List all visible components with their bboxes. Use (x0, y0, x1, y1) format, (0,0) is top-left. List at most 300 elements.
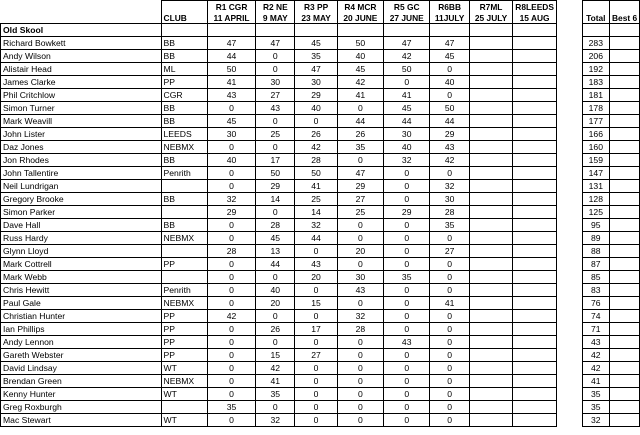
score-cell (469, 37, 512, 50)
score-cell: 0 (207, 414, 255, 427)
score-cell: 30 (384, 128, 430, 141)
score-cell (513, 297, 557, 310)
score-cell: 0 (430, 323, 469, 336)
score-cell (469, 102, 512, 115)
total-cell: 43 (582, 336, 610, 349)
score-cell: 28 (430, 206, 469, 219)
rider-club: Penrith (161, 284, 207, 297)
score-cell: 41 (256, 375, 295, 388)
score-cell: 41 (430, 297, 469, 310)
rider-club: BB (161, 37, 207, 50)
best-cell (610, 336, 640, 349)
score-cell: 41 (337, 89, 383, 102)
score-cell: 43 (295, 258, 337, 271)
best-cell (610, 375, 640, 388)
score-cell: 45 (295, 37, 337, 50)
score-cell (513, 167, 557, 180)
score-cell (513, 284, 557, 297)
score-cell (513, 349, 557, 362)
score-cell: 27 (430, 245, 469, 258)
total-cell: 131 (582, 180, 610, 193)
score-cell: 0 (384, 167, 430, 180)
score-cell: 47 (295, 63, 337, 76)
score-cell: 0 (256, 310, 295, 323)
score-cell: 32 (256, 414, 295, 427)
rider-name: John Tallentire (1, 167, 162, 180)
score-cell: 0 (256, 63, 295, 76)
total-cell: 206 (582, 50, 610, 63)
score-cell (513, 375, 557, 388)
score-cell: 0 (384, 414, 430, 427)
round-header-line1: R7ML (469, 1, 512, 13)
score-cell: 0 (384, 232, 430, 245)
rider-club: PP (161, 336, 207, 349)
score-cell: 45 (384, 102, 430, 115)
table-row (1, 388, 640, 401)
spacer-cell (556, 102, 582, 115)
table-row (1, 323, 640, 336)
score-cell: 50 (384, 63, 430, 76)
score-cell: 0 (430, 388, 469, 401)
score-cell (469, 141, 512, 154)
best-cell (610, 24, 640, 37)
score-cell: 0 (207, 219, 255, 232)
score-cell: 0 (430, 362, 469, 375)
total-column-header: Total (582, 12, 610, 24)
score-cell (469, 258, 512, 271)
score-cell (469, 206, 512, 219)
score-cell: 50 (207, 63, 255, 76)
table-row (1, 154, 640, 167)
score-cell: 44 (337, 115, 383, 128)
score-cell: 30 (430, 193, 469, 206)
score-cell: 0 (430, 310, 469, 323)
spacer-cell (556, 336, 582, 349)
best-cell (610, 232, 640, 245)
score-cell: 0 (207, 167, 255, 180)
score-cell (469, 362, 512, 375)
rider-club: WT (161, 388, 207, 401)
score-cell: 44 (295, 232, 337, 245)
table-row (1, 362, 640, 375)
score-cell: 47 (256, 37, 295, 50)
rider-name: Mark Weavill (1, 115, 162, 128)
spacer-cell (556, 310, 582, 323)
name-column-header (1, 1, 162, 13)
score-cell: 45 (207, 115, 255, 128)
score-cell (469, 414, 512, 427)
rider-club: BB (161, 219, 207, 232)
spacer-cell (556, 401, 582, 414)
best-cell (610, 323, 640, 336)
rider-club: PP (161, 258, 207, 271)
score-cell: 47 (337, 167, 383, 180)
total-cell: 42 (582, 349, 610, 362)
score-cell (256, 24, 295, 37)
score-cell: 40 (207, 154, 255, 167)
total-cell: 159 (582, 154, 610, 167)
table-row (1, 76, 640, 89)
spacer-cell (556, 24, 582, 37)
score-cell (513, 323, 557, 336)
score-cell: 0 (207, 284, 255, 297)
score-cell: 0 (384, 76, 430, 89)
score-cell: 25 (337, 206, 383, 219)
rider-club: BB (161, 115, 207, 128)
round-header-line2: 9 MAY (256, 12, 295, 24)
best-cell (610, 245, 640, 258)
score-cell: 14 (295, 206, 337, 219)
score-cell (513, 232, 557, 245)
spacer-cell (556, 63, 582, 76)
best-cell (610, 63, 640, 76)
score-cell: 0 (337, 102, 383, 115)
score-cell: 0 (337, 219, 383, 232)
rider-name: Simon Parker (1, 206, 162, 219)
score-cell (469, 375, 512, 388)
best-cell (610, 141, 640, 154)
score-cell: 0 (207, 141, 255, 154)
spacer-cell (556, 219, 582, 232)
rider-club: BB (161, 193, 207, 206)
score-cell: 28 (337, 323, 383, 336)
score-cell: 40 (256, 284, 295, 297)
round-header-line1: R3 PP (295, 1, 337, 13)
group-row (1, 24, 640, 37)
total-cell: 35 (582, 401, 610, 414)
table-row (1, 167, 640, 180)
best-cell (610, 89, 640, 102)
table-row (1, 284, 640, 297)
spacer-cell (556, 50, 582, 63)
score-cell: 20 (337, 245, 383, 258)
score-cell: 0 (384, 349, 430, 362)
best-cell (610, 310, 640, 323)
round-header-line2: 27 JUNE (384, 12, 430, 24)
score-cell: 32 (430, 180, 469, 193)
score-cell: 0 (430, 89, 469, 102)
score-cell: 32 (384, 154, 430, 167)
score-cell: 50 (295, 167, 337, 180)
spacer-cell (556, 167, 582, 180)
spacer-cell (556, 349, 582, 362)
score-cell: 0 (256, 271, 295, 284)
rider-name: Paul Gale (1, 297, 162, 310)
name-column-header-2 (1, 12, 162, 24)
score-cell (207, 24, 255, 37)
score-cell: 32 (337, 310, 383, 323)
rider-club: PP (161, 310, 207, 323)
total-cell: 178 (582, 102, 610, 115)
club-column-header (161, 1, 207, 13)
best-cell (610, 271, 640, 284)
spacer-cell (556, 258, 582, 271)
rider-name: Alistair Head (1, 63, 162, 76)
table-row (1, 271, 640, 284)
score-cell (513, 193, 557, 206)
score-cell: 0 (295, 375, 337, 388)
score-cell (469, 167, 512, 180)
score-cell: 0 (337, 232, 383, 245)
spacer-cell (556, 76, 582, 89)
score-cell: 29 (337, 180, 383, 193)
score-cell: 43 (207, 89, 255, 102)
round-header-line1: R1 CGR (207, 1, 255, 13)
rider-name: Neil Lundrigan (1, 180, 162, 193)
score-cell (513, 89, 557, 102)
rider-name: Christian Hunter (1, 310, 162, 323)
score-cell: 44 (256, 258, 295, 271)
total-cell: 128 (582, 193, 610, 206)
score-cell: 29 (256, 180, 295, 193)
score-cell: 41 (384, 89, 430, 102)
score-cell: 0 (384, 375, 430, 388)
spacer-cell (556, 180, 582, 193)
score-cell: 0 (430, 284, 469, 297)
score-cell: 27 (256, 89, 295, 102)
table-row (1, 375, 640, 388)
spacer-cell (556, 115, 582, 128)
score-cell: 0 (337, 375, 383, 388)
table-row (1, 102, 640, 115)
score-cell: 35 (207, 401, 255, 414)
score-cell: 40 (384, 141, 430, 154)
rider-name: Gareth Webster (1, 349, 162, 362)
best-cell (610, 284, 640, 297)
total-cell: 95 (582, 219, 610, 232)
score-cell: 0 (430, 63, 469, 76)
spacer-cell (556, 232, 582, 245)
score-cell: 0 (207, 258, 255, 271)
score-cell (513, 388, 557, 401)
score-cell: 0 (337, 388, 383, 401)
score-cell: 44 (207, 50, 255, 63)
score-cell: 0 (384, 388, 430, 401)
score-cell: 0 (207, 375, 255, 388)
score-cell: 0 (295, 388, 337, 401)
spacer-cell (556, 323, 582, 336)
spacer-column (556, 1, 582, 13)
total-cell: 71 (582, 323, 610, 336)
score-cell: 0 (295, 284, 337, 297)
total-cell: 42 (582, 362, 610, 375)
score-cell: 42 (384, 50, 430, 63)
best-column-header: Best 6 (610, 12, 640, 24)
rider-club: BB (161, 50, 207, 63)
score-cell: 0 (207, 362, 255, 375)
spacer-cell (556, 414, 582, 427)
group-title: Old Skool (1, 24, 162, 37)
score-cell: 30 (207, 128, 255, 141)
score-cell: 40 (337, 50, 383, 63)
score-cell: 0 (295, 336, 337, 349)
score-cell: 41 (295, 180, 337, 193)
score-cell: 0 (384, 401, 430, 414)
score-cell: 42 (430, 154, 469, 167)
spacer-cell (556, 245, 582, 258)
table-body (1, 24, 640, 427)
best-cell (610, 297, 640, 310)
rider-club (161, 245, 207, 258)
score-cell (469, 63, 512, 76)
best-cell (610, 128, 640, 141)
total-cell: 181 (582, 89, 610, 102)
best-cell (610, 154, 640, 167)
total-cell: 192 (582, 63, 610, 76)
rider-name: Mac Stewart (1, 414, 162, 427)
rider-name: Andy Wilson (1, 50, 162, 63)
score-cell: 0 (384, 258, 430, 271)
score-cell: 30 (337, 271, 383, 284)
spacer-cell (556, 193, 582, 206)
round-header-line2: 15 AUG (513, 12, 557, 24)
score-cell (513, 245, 557, 258)
score-cell (469, 336, 512, 349)
score-cell: 26 (256, 323, 295, 336)
table-row (1, 180, 640, 193)
total-cell: 85 (582, 271, 610, 284)
round-header-line1: R5 GC (384, 1, 430, 13)
score-cell (469, 180, 512, 193)
rider-club: BB (161, 102, 207, 115)
score-cell (513, 336, 557, 349)
score-cell: 26 (295, 128, 337, 141)
score-cell: 0 (207, 323, 255, 336)
table-row (1, 258, 640, 271)
table-row (1, 206, 640, 219)
score-cell (469, 271, 512, 284)
score-cell: 43 (256, 102, 295, 115)
score-cell: 0 (256, 336, 295, 349)
rider-name: Glynn Lloyd (1, 245, 162, 258)
round-header-line2: 11 APRIL (207, 12, 255, 24)
score-cell: 17 (295, 323, 337, 336)
score-cell: 26 (337, 128, 383, 141)
score-cell: 0 (430, 271, 469, 284)
score-cell: 0 (384, 219, 430, 232)
score-cell: 40 (430, 76, 469, 89)
score-cell: 50 (256, 167, 295, 180)
rider-club: CGR (161, 89, 207, 102)
score-cell: 47 (207, 37, 255, 50)
rider-name: Simon Turner (1, 102, 162, 115)
score-cell: 0 (337, 154, 383, 167)
score-cell: 17 (256, 154, 295, 167)
total-cell: 35 (582, 388, 610, 401)
best-cell (610, 362, 640, 375)
total-cell: 74 (582, 310, 610, 323)
score-cell (513, 141, 557, 154)
best-cell (610, 219, 640, 232)
total-cell: 283 (582, 37, 610, 50)
table-row (1, 37, 640, 50)
rider-club: ML (161, 63, 207, 76)
score-cell: 28 (295, 154, 337, 167)
total-cell: 88 (582, 245, 610, 258)
rider-name: Kenny Hunter (1, 388, 162, 401)
score-cell: 44 (430, 115, 469, 128)
score-cell: 29 (207, 206, 255, 219)
score-cell: 42 (256, 362, 295, 375)
score-cell: 14 (256, 193, 295, 206)
score-cell: 29 (384, 206, 430, 219)
best-cell (610, 102, 640, 115)
score-cell (469, 310, 512, 323)
rider-club: LEEDS (161, 128, 207, 141)
club-column-header: CLUB (161, 12, 207, 24)
total-cell: 76 (582, 297, 610, 310)
total-cell: 32 (582, 414, 610, 427)
rider-club: PP (161, 323, 207, 336)
score-cell: 0 (384, 297, 430, 310)
score-cell (469, 193, 512, 206)
score-cell: 44 (384, 115, 430, 128)
rider-club: PP (161, 76, 207, 89)
score-cell: 0 (430, 375, 469, 388)
total-cell: 41 (582, 375, 610, 388)
spacer-column (556, 12, 582, 24)
score-cell (513, 128, 557, 141)
rider-name: Daz Jones (1, 141, 162, 154)
score-cell (469, 154, 512, 167)
rider-name: Gregory Brooke (1, 193, 162, 206)
rider-club (161, 401, 207, 414)
score-cell: 0 (295, 245, 337, 258)
spacer-cell (556, 375, 582, 388)
total-cell: 160 (582, 141, 610, 154)
round-header-line1: R6BB (430, 1, 469, 13)
score-cell (513, 180, 557, 193)
score-cell (469, 349, 512, 362)
score-cell: 0 (430, 414, 469, 427)
score-cell (337, 24, 383, 37)
score-cell (469, 323, 512, 336)
score-cell: 0 (256, 401, 295, 414)
score-cell: 0 (207, 388, 255, 401)
rider-name: Russ Hardy (1, 232, 162, 245)
score-cell: 0 (384, 310, 430, 323)
table-row (1, 336, 640, 349)
best-cell (610, 193, 640, 206)
score-cell: 15 (256, 349, 295, 362)
score-cell (469, 297, 512, 310)
club-cell (161, 24, 207, 37)
score-cell: 15 (295, 297, 337, 310)
score-cell (469, 232, 512, 245)
score-cell (513, 102, 557, 115)
score-cell (469, 219, 512, 232)
best-cell (610, 206, 640, 219)
round-header-line1: R8LEEDS (513, 1, 557, 13)
score-cell: 0 (256, 50, 295, 63)
score-cell: 0 (207, 271, 255, 284)
score-cell: 0 (207, 102, 255, 115)
score-cell (469, 115, 512, 128)
score-cell: 0 (256, 206, 295, 219)
score-cell: 0 (384, 193, 430, 206)
spacer-cell (556, 128, 582, 141)
rider-name: Ian Phillips (1, 323, 162, 336)
rider-name: David Lindsay (1, 362, 162, 375)
score-cell: 29 (430, 128, 469, 141)
score-cell: 0 (207, 232, 255, 245)
score-cell (384, 24, 430, 37)
score-cell (513, 115, 557, 128)
score-cell: 0 (337, 414, 383, 427)
table-row (1, 310, 640, 323)
score-cell: 0 (430, 167, 469, 180)
score-cell (295, 24, 337, 37)
